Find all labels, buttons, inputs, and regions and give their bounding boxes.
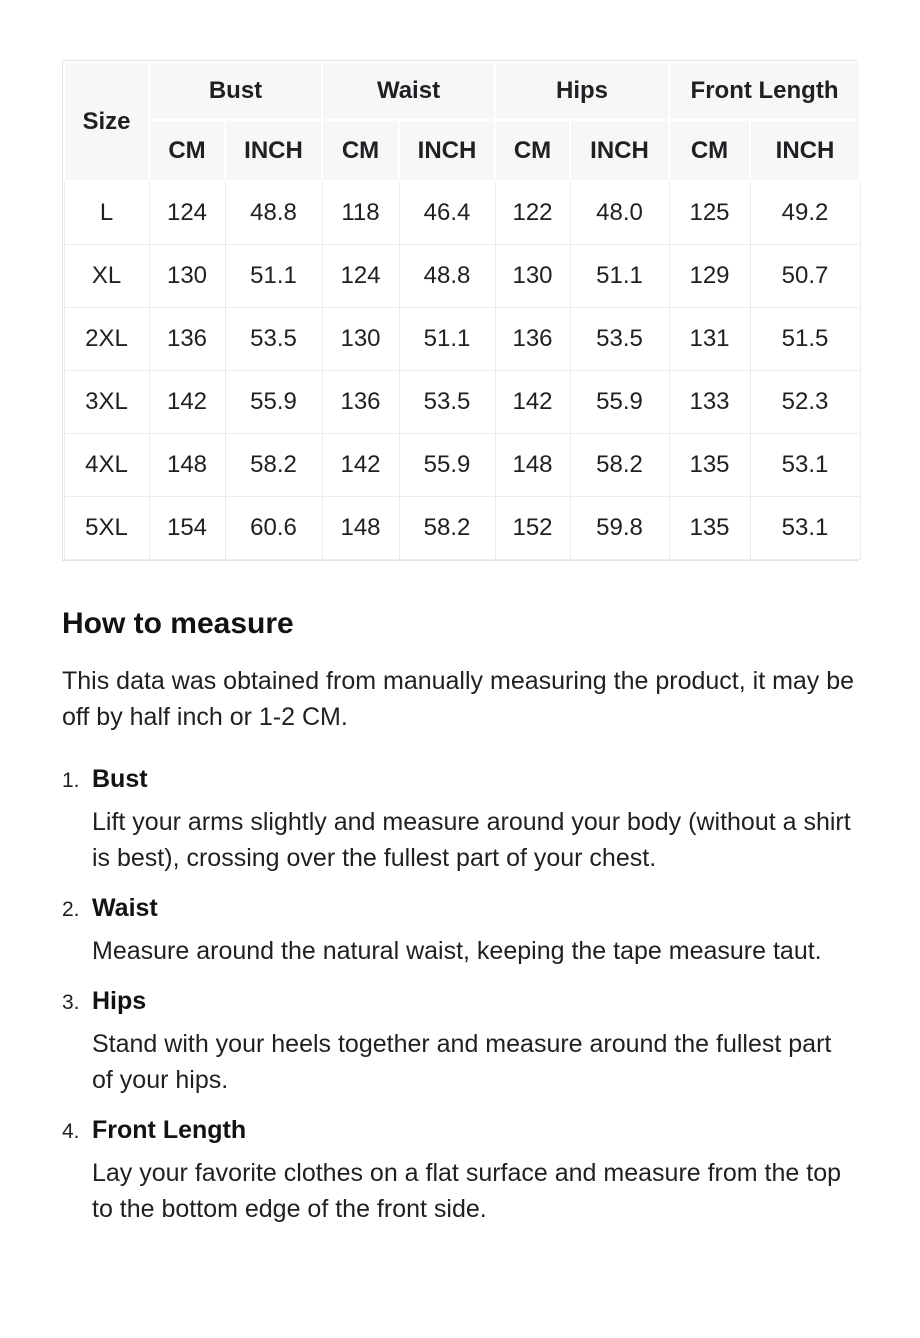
step-title [62,987,858,1016]
step-description-hips: Stand with your heels together and measure around the fullest part of your hips. [92,1029,832,1094]
cell-value: 53.5 [399,370,495,433]
measure-steps-list [62,765,858,1227]
step-label-hips: Hips [92,986,147,1015]
step-label-bust: Bust [92,764,148,793]
unit-header-waist-cm: CM [322,120,399,181]
cell-value: 55.9 [225,370,322,433]
cell-value: 50.7 [750,244,860,307]
group-header-waist: Waist [322,62,495,120]
step-description-bust: Lift your arms slightly and measure around your body (without a shirt is best), crossing over the fullest part of your chest. [92,807,851,872]
cell-value: 55.9 [570,370,669,433]
cell-value: 148 [322,496,399,559]
cell-value: 142 [495,370,570,433]
step-title [62,765,858,794]
cell-value: 129 [669,244,750,307]
measure-step-hips [62,987,858,1098]
step-number: 4. [62,1119,80,1143]
cell-value: 130 [149,244,225,307]
cell-size: 4XL [64,433,149,496]
cell-value: 51.1 [399,307,495,370]
cell-value: 135 [669,496,750,559]
cell-value: 152 [495,496,570,559]
cell-value: 48.8 [399,244,495,307]
cell-size: 2XL [64,307,149,370]
cell-value: 118 [322,181,399,244]
cell-value: 125 [669,181,750,244]
measure-intro-text: This data was obtained from manually measuring the product, it may be off by half inch or 1-2 CM. [62,666,855,731]
cell-value: 53.1 [750,433,860,496]
size-chart [62,60,858,561]
unit-header-front-cm: CM [669,120,750,181]
table-row-2xl [64,307,860,370]
size-column-header: Size [64,62,149,181]
cell-value: 52.3 [750,370,860,433]
cell-value: 148 [495,433,570,496]
cell-size: XL [64,244,149,307]
cell-value: 59.8 [570,496,669,559]
group-header-bust: Bust [149,62,322,120]
step-title [62,1116,858,1145]
measure-step-bust [62,765,858,876]
table-row-4xl [64,433,860,496]
group-header-front-length: Front Length [669,62,860,120]
cell-value: 58.2 [225,433,322,496]
cell-value: 51.1 [225,244,322,307]
cell-value: 55.9 [399,433,495,496]
table-row-xl [64,244,860,307]
measure-step-waist [62,894,858,969]
cell-size: 3XL [64,370,149,433]
cell-value: 53.5 [225,307,322,370]
cell-value: 48.0 [570,181,669,244]
group-header-hips: Hips [495,62,669,120]
cell-value: 60.6 [225,496,322,559]
unit-header-bust-cm: CM [149,120,225,181]
table-row-5xl [64,496,860,559]
step-number: 1. [62,768,80,792]
cell-value: 130 [322,307,399,370]
step-number: 2. [62,897,80,921]
step-description-waist: Measure around the natural waist, keeping the tape measure taut. [92,936,822,965]
cell-value: 53.1 [750,496,860,559]
cell-value: 51.5 [750,307,860,370]
cell-value: 122 [495,181,570,244]
cell-value: 142 [322,433,399,496]
cell-value: 148 [149,433,225,496]
how-to-measure-heading: How to measure [62,606,294,640]
cell-value: 58.2 [570,433,669,496]
measure-step-front-length [62,1116,858,1227]
cell-value: 46.4 [399,181,495,244]
unit-header-front-inch: INCH [750,120,860,181]
cell-value: 124 [322,244,399,307]
step-title [62,894,858,923]
size-chart-table [63,61,861,560]
cell-value: 48.8 [225,181,322,244]
cell-value: 136 [495,307,570,370]
step-label-front-length: Front Length [92,1115,247,1144]
table-row-l [64,181,860,244]
cell-value: 135 [669,433,750,496]
cell-value: 49.2 [750,181,860,244]
unit-header-bust-inch: INCH [225,120,322,181]
unit-header-waist-inch: INCH [399,120,495,181]
unit-header-hips-cm: CM [495,120,570,181]
cell-value: 58.2 [399,496,495,559]
cell-value: 53.5 [570,307,669,370]
cell-value: 124 [149,181,225,244]
cell-value: 130 [495,244,570,307]
cell-value: 154 [149,496,225,559]
cell-value: 136 [149,307,225,370]
cell-value: 133 [669,370,750,433]
cell-value: 142 [149,370,225,433]
unit-header-hips-inch: INCH [570,120,669,181]
cell-value: 136 [322,370,399,433]
step-number: 3. [62,990,80,1014]
table-row-3xl [64,370,860,433]
cell-value: 51.1 [570,244,669,307]
step-label-waist: Waist [92,893,158,922]
cell-value: 131 [669,307,750,370]
cell-size: L [64,181,149,244]
cell-size: 5XL [64,496,149,559]
step-description-front-length: Lay your favorite clothes on a flat surface and measure from the top to the bottom edge of the front side. [92,1158,842,1223]
